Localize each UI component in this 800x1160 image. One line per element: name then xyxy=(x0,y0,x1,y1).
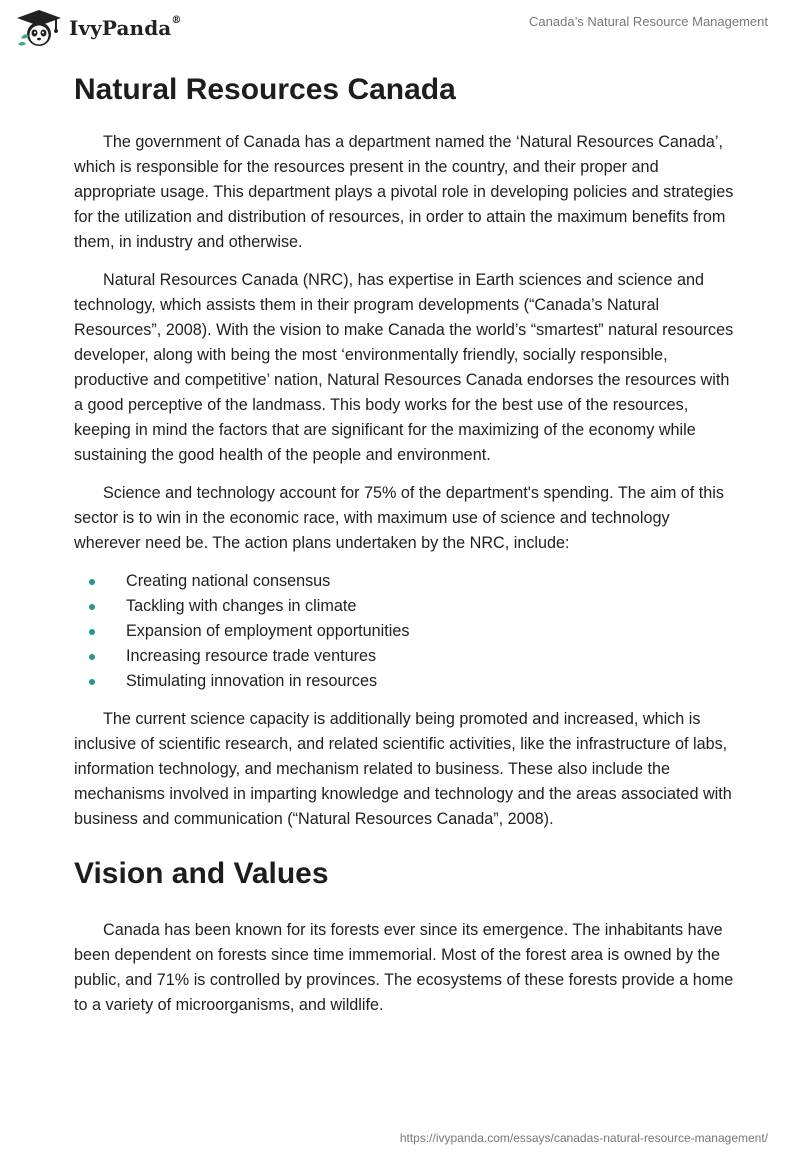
bullet-dot-icon xyxy=(89,679,95,685)
list-item: Increasing resource trade ventures xyxy=(74,644,734,669)
section-heading: Vision and Values xyxy=(74,857,329,890)
paragraph: Science and technology account for 75% of the department's spending. The aim of this sector is to win in the economic race, with maximum use of science and technology wherever need be. The action plans undertaken by the NRC, include: xyxy=(74,484,724,552)
bullet-dot-icon xyxy=(89,604,95,610)
running-title: Canada’s Natural Resource Management xyxy=(529,14,768,29)
bullet-dot-icon xyxy=(89,654,95,660)
paragraph: Canada has been known for its forests ever since its emergence. The inhabitants have been dependent on forests since time immemorial. Most of the forest area is owned by the public, and 71% is controlled by provinces. The ecosystems of these forests provide a home to a variety of microorganisms, and wildlife. xyxy=(74,921,734,1014)
list-item: Tackling with changes in climate xyxy=(74,594,734,619)
action-plan-list xyxy=(74,569,734,694)
section-heading: Natural Resources Canada xyxy=(74,73,456,106)
bullet-dot-icon xyxy=(89,579,95,585)
list-item: Stimulating innovation in resources xyxy=(74,669,734,694)
list-item: Expansion of employment opportunities xyxy=(74,619,734,644)
paragraph: Natural Resources Canada (NRC), has expertise in Earth sciences and science and technology, which assists them in their program developments (“Canada’s Natural Resources”, 2008). With the vision to make Canada the world’s “smartest” natural resources developer, along with being the most ‘environmentally friendly, socially responsible, productive and competitive’ nation, Natural Resources Canada endorses the resources with a good perceptive of the landmass. This body works for the best use of the resources, keeping in mind the factors that are significant for the maximizing of the economy while sustaining the good health of the people and environment. xyxy=(74,271,734,464)
essay-content xyxy=(74,70,734,1031)
logo-text: IvyPanda® xyxy=(69,15,182,40)
ivypanda-logo[interactable] xyxy=(15,8,181,48)
paragraph: The government of Canada has a department named the ‘Natural Resources Canada’, which is responsible for the resources present in the country, and their proper and appropriate usage. This department plays a pivotal role in developing policies and strategies for the utilization and distribution of resources, in order to attain the maximum benefits from them, in industry and otherwise. xyxy=(74,133,734,251)
page-header xyxy=(0,0,800,60)
paragraph: The current science capacity is additionally being promoted and increased, which is inclusive of scientific research, and related scientific activities, like the infrastructure of labs, information technology, and mechanism related to business. These also include the mechanisms involved in imparting knowledge and technology and the areas associated with business and communication (“Natural Resources Canada”, 2008). xyxy=(74,710,732,828)
bullet-dot-icon xyxy=(89,629,95,635)
list-item: Creating national consensus xyxy=(74,569,734,594)
panda-logo-icon xyxy=(15,8,63,48)
source-url[interactable]: https://ivypanda.com/essays/canadas-natural-resource-management/ xyxy=(399,1131,768,1145)
